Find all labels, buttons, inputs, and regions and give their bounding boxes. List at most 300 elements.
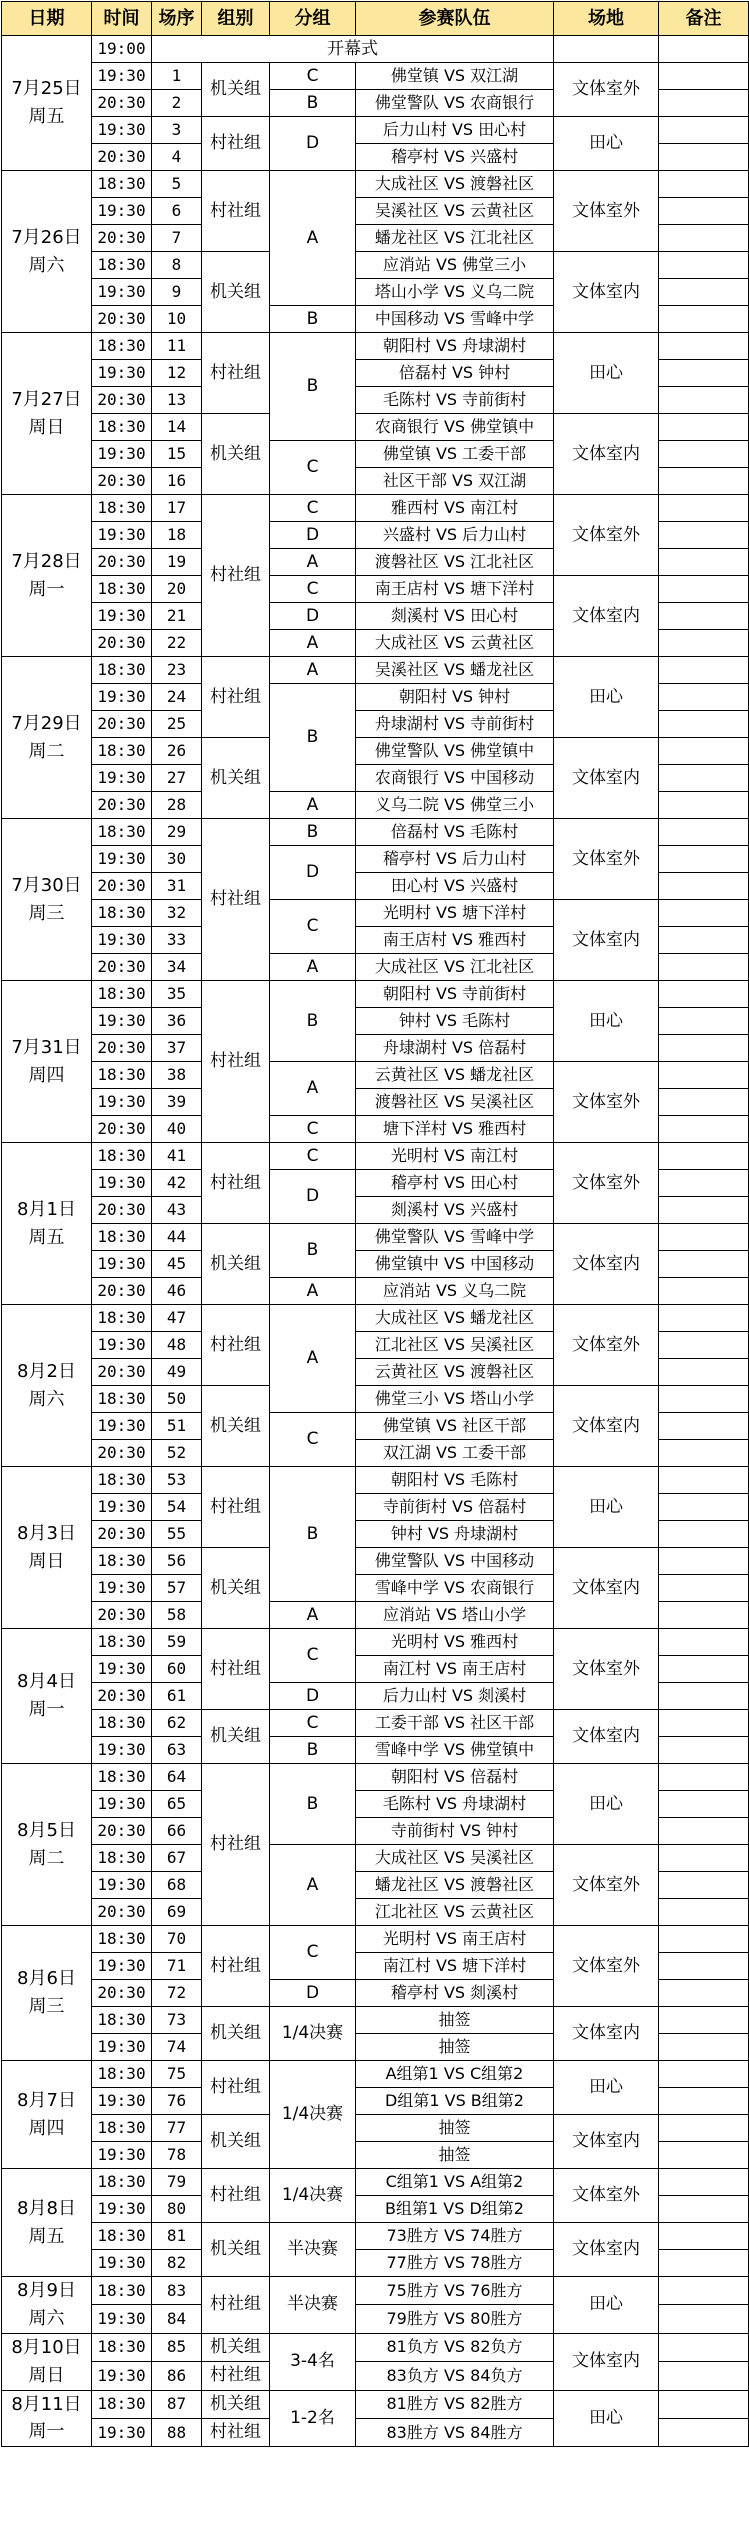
match-no-cell: 37	[152, 1035, 202, 1062]
remarks-cell	[659, 117, 749, 144]
table-row	[2, 333, 749, 360]
match-no-cell: 59	[152, 1629, 202, 1656]
weekday-label: 周五	[28, 1226, 65, 1248]
time-cell: 19:30	[92, 1791, 152, 1818]
time-cell: 18:30	[92, 576, 152, 603]
teams-cell: 83负方 VS 84负方	[356, 2362, 554, 2390]
time-cell: 19:30	[92, 1656, 152, 1683]
teams-cell: 寺前街村 VS 倍磊村	[356, 1494, 554, 1521]
venue-cell: 文体室内	[554, 2007, 659, 2061]
time-cell: 20:30	[92, 1440, 152, 1467]
time-cell: 18:30	[92, 819, 152, 846]
category-cell: 机关组	[202, 2390, 270, 2418]
remarks-cell	[659, 1521, 749, 1548]
remarks-cell	[659, 603, 749, 630]
weekday-label: 周二	[28, 740, 65, 762]
time-cell: 19:30	[92, 1737, 152, 1764]
time-cell: 18:30	[92, 171, 152, 198]
header-time: 时间	[92, 2, 152, 36]
time-cell: 20:30	[92, 873, 152, 900]
time-cell: 19:30	[92, 522, 152, 549]
pool-cell: D	[270, 603, 356, 630]
teams-cell: 抽签	[356, 2115, 554, 2142]
remarks-cell	[659, 1413, 749, 1440]
time-cell: 19:30	[92, 2196, 152, 2223]
venue-cell: 田心	[554, 2390, 659, 2447]
match-no-cell: 15	[152, 441, 202, 468]
category-cell: 机关组	[202, 1224, 270, 1305]
header-pool: 分组	[270, 2, 356, 36]
time-cell: 18:30	[92, 2277, 152, 2305]
pool-cell: A	[270, 954, 356, 981]
remarks-cell	[659, 630, 749, 657]
table-row	[2, 657, 749, 684]
venue-cell: 田心	[554, 117, 659, 171]
remarks-cell	[659, 495, 749, 522]
weekday-label: 周四	[28, 1064, 65, 1086]
category-cell: 村社组	[202, 1629, 270, 1710]
match-no-cell: 6	[152, 198, 202, 225]
teams-cell: 渡磐社区 VS 吴溪社区	[356, 1089, 554, 1116]
match-no-cell: 35	[152, 981, 202, 1008]
time-cell: 19:30	[92, 846, 152, 873]
match-no-cell: 43	[152, 1197, 202, 1224]
match-no-cell: 52	[152, 1440, 202, 1467]
pool-cell: A	[270, 1845, 356, 1926]
time-cell: 19:30	[92, 765, 152, 792]
table-row	[2, 252, 749, 279]
time-cell: 18:30	[92, 1845, 152, 1872]
teams-cell: 剡溪村 VS 兴盛村	[356, 1197, 554, 1224]
teams-cell: 光明村 VS 南江村	[356, 1143, 554, 1170]
match-no-cell: 23	[152, 657, 202, 684]
pool-cell: C	[270, 441, 356, 495]
teams-cell: 寺前街村 VS 钟村	[356, 1818, 554, 1845]
pool-cell: D	[270, 1683, 356, 1710]
pool-cell: C	[270, 1926, 356, 1980]
pool-cell: 半决赛	[270, 2277, 356, 2334]
teams-cell: 83胜方 VS 84胜方	[356, 2418, 554, 2446]
teams-cell: 舟埭湖村 VS 寺前街村	[356, 711, 554, 738]
table-row	[2, 2223, 749, 2250]
weekday-label: 周五	[28, 2225, 65, 2247]
match-no-cell: 74	[152, 2034, 202, 2061]
date-cell	[2, 171, 92, 333]
date-cell	[2, 2333, 92, 2390]
time-cell: 18:30	[92, 657, 152, 684]
time-cell: 18:30	[92, 1764, 152, 1791]
table-row	[2, 1062, 749, 1089]
match-no-cell: 77	[152, 2115, 202, 2142]
match-no-cell: 34	[152, 954, 202, 981]
header-match-no: 场序	[152, 2, 202, 36]
category-cell: 机关组	[202, 2007, 270, 2061]
time-cell: 19:30	[92, 2305, 152, 2333]
date-label: 8月2日	[17, 1360, 76, 1382]
teams-cell: 南江村 VS 塘下洋村	[356, 1953, 554, 1980]
teams-cell: 朝阳村 VS 钟村	[356, 684, 554, 711]
remarks-cell	[659, 981, 749, 1008]
venue-cell: 文体室外	[554, 1629, 659, 1710]
time-cell: 19:30	[92, 1494, 152, 1521]
remarks-cell	[659, 738, 749, 765]
time-cell: 20:30	[92, 1116, 152, 1143]
time-cell: 20:30	[92, 144, 152, 171]
pool-cell: A	[270, 792, 356, 819]
remarks-cell	[659, 711, 749, 738]
time-cell: 20:30	[92, 387, 152, 414]
pool-cell: A	[270, 549, 356, 576]
teams-cell: 佛堂警队 VS 农商银行	[356, 90, 554, 117]
teams-cell: 田心村 VS 兴盛村	[356, 873, 554, 900]
pool-cell: B	[270, 1737, 356, 1764]
teams-cell: 雪峰中学 VS 佛堂镇中	[356, 1737, 554, 1764]
time-cell: 19:30	[92, 927, 152, 954]
remarks-cell	[659, 2362, 749, 2390]
remarks-cell	[659, 1629, 749, 1656]
date-label: 7月25日	[11, 78, 82, 100]
header-remarks: 备注	[659, 2, 749, 36]
remarks-cell	[659, 1008, 749, 1035]
date-label: 8月1日	[17, 1198, 76, 1220]
remarks-cell	[659, 549, 749, 576]
pool-cell: C	[270, 1116, 356, 1143]
venue-cell	[554, 36, 659, 63]
teams-cell: 佛堂镇中 VS 中国移动	[356, 1251, 554, 1278]
table-row	[2, 1548, 749, 1575]
pool-cell: B	[270, 1764, 356, 1845]
time-cell: 20:30	[92, 1683, 152, 1710]
pool-cell: C	[270, 900, 356, 954]
match-no-cell: 57	[152, 1575, 202, 1602]
pool-cell: C	[270, 1629, 356, 1683]
match-no-cell: 82	[152, 2250, 202, 2277]
venue-cell: 文体室内	[554, 2115, 659, 2169]
time-cell: 20:30	[92, 954, 152, 981]
date-cell	[2, 36, 92, 171]
table-row	[2, 1386, 749, 1413]
time-cell: 20:30	[92, 1197, 152, 1224]
date-cell	[2, 1305, 92, 1467]
venue-cell: 文体室外	[554, 1305, 659, 1386]
time-cell: 20:30	[92, 630, 152, 657]
time-cell: 18:30	[92, 2007, 152, 2034]
category-cell: 村社组	[202, 117, 270, 171]
teams-cell: 塘下洋村 VS 雅西村	[356, 1116, 554, 1143]
teams-cell: 塔山小学 VS 义乌二院	[356, 279, 554, 306]
remarks-cell	[659, 2061, 749, 2088]
table-row	[2, 1710, 749, 1737]
remarks-cell	[659, 1035, 749, 1062]
time-cell: 19:30	[92, 2142, 152, 2169]
time-cell: 20:30	[92, 1035, 152, 1062]
time-cell: 19:30	[92, 603, 152, 630]
time-cell: 19:30	[92, 117, 152, 144]
venue-cell: 田心	[554, 981, 659, 1062]
match-no-cell: 2	[152, 90, 202, 117]
pool-cell: 1/4决赛	[270, 2169, 356, 2223]
venue-cell: 文体室内	[554, 738, 659, 819]
match-no-cell: 7	[152, 225, 202, 252]
teams-cell: 雪峰中学 VS 农商银行	[356, 1575, 554, 1602]
match-no-cell: 88	[152, 2418, 202, 2446]
date-label: 8月4日	[17, 1671, 76, 1693]
remarks-cell	[659, 1062, 749, 1089]
pool-cell: C	[270, 63, 356, 90]
remarks-cell	[659, 954, 749, 981]
time-cell: 18:30	[92, 1467, 152, 1494]
teams-cell: 朝阳村 VS 倍磊村	[356, 1764, 554, 1791]
teams-cell: 抽签	[356, 2007, 554, 2034]
time-cell: 20:30	[92, 711, 152, 738]
match-no-cell: 12	[152, 360, 202, 387]
date-label: 8月11日	[11, 2393, 82, 2415]
teams-cell: 抽签	[356, 2142, 554, 2169]
venue-cell: 田心	[554, 1467, 659, 1548]
time-cell: 19:30	[92, 2088, 152, 2115]
schedule-table	[1, 1, 749, 2447]
teams-cell: 光明村 VS 塘下洋村	[356, 900, 554, 927]
date-cell	[2, 2169, 92, 2277]
match-no-cell: 46	[152, 1278, 202, 1305]
teams-cell: 剡溪村 VS 田心村	[356, 603, 554, 630]
table-row	[2, 414, 749, 441]
table-row	[2, 738, 749, 765]
remarks-cell	[659, 387, 749, 414]
remarks-cell	[659, 171, 749, 198]
remarks-cell	[659, 333, 749, 360]
match-no-cell: 14	[152, 414, 202, 441]
time-cell: 18:30	[92, 1305, 152, 1332]
teams-cell: 应消站 VS 塔山小学	[356, 1602, 554, 1629]
match-no-cell: 16	[152, 468, 202, 495]
match-no-cell: 75	[152, 2061, 202, 2088]
time-cell: 20:30	[92, 792, 152, 819]
time-cell: 18:30	[92, 252, 152, 279]
remarks-cell	[659, 1791, 749, 1818]
time-cell: 18:30	[92, 2061, 152, 2088]
remarks-cell	[659, 1818, 749, 1845]
table-row	[2, 2333, 749, 2361]
category-cell: 机关组	[202, 2223, 270, 2277]
table-row	[2, 1629, 749, 1656]
remarks-cell	[659, 2223, 749, 2250]
remarks-cell	[659, 1575, 749, 1602]
venue-cell: 文体室外	[554, 1926, 659, 2007]
table-row	[2, 117, 749, 144]
category-cell: 机关组	[202, 2115, 270, 2169]
time-cell: 20:30	[92, 1602, 152, 1629]
date-label: 7月27日	[11, 388, 82, 410]
teams-cell: 毛陈村 VS 寺前街村	[356, 387, 554, 414]
match-no-cell: 72	[152, 1980, 202, 2007]
date-cell	[2, 1143, 92, 1305]
category-cell: 机关组	[202, 63, 270, 117]
time-cell: 19:30	[92, 279, 152, 306]
remarks-cell	[659, 2196, 749, 2223]
remarks-cell	[659, 63, 749, 90]
time-cell: 18:30	[92, 495, 152, 522]
table-row	[2, 495, 749, 522]
pool-cell: B	[270, 819, 356, 846]
date-label: 8月10日	[11, 2336, 82, 2358]
date-label: 7月26日	[11, 226, 82, 248]
date-cell	[2, 2061, 92, 2169]
pool-cell: 半决赛	[270, 2223, 356, 2277]
table-row	[2, 1143, 749, 1170]
date-cell	[2, 1629, 92, 1764]
weekday-label: 周六	[28, 2307, 65, 2329]
remarks-cell	[659, 2250, 749, 2277]
time-cell: 18:30	[92, 1926, 152, 1953]
category-cell: 机关组	[202, 414, 270, 495]
teams-cell: 倍磊村 VS 钟村	[356, 360, 554, 387]
category-cell: 村社组	[202, 495, 270, 657]
time-cell: 20:30	[92, 1818, 152, 1845]
remarks-cell	[659, 2390, 749, 2418]
date-cell	[2, 819, 92, 981]
time-cell: 20:30	[92, 549, 152, 576]
time-cell: 18:30	[92, 900, 152, 927]
time-cell: 20:30	[92, 1278, 152, 1305]
remarks-cell	[659, 1467, 749, 1494]
venue-cell: 文体室内	[554, 1386, 659, 1467]
remarks-cell	[659, 198, 749, 225]
match-no-cell: 26	[152, 738, 202, 765]
match-no-cell: 47	[152, 1305, 202, 1332]
category-cell: 村社组	[202, 1764, 270, 1926]
time-cell: 20:30	[92, 468, 152, 495]
match-no-cell: 22	[152, 630, 202, 657]
time-cell: 19:30	[92, 1008, 152, 1035]
teams-cell: 光明村 VS 南王店村	[356, 1926, 554, 1953]
match-no-cell: 44	[152, 1224, 202, 1251]
category-cell: 村社组	[202, 2418, 270, 2446]
remarks-cell	[659, 1143, 749, 1170]
pool-cell: C	[270, 495, 356, 522]
remarks-cell	[659, 1332, 749, 1359]
date-label: 7月31日	[11, 1036, 82, 1058]
match-no-cell: 21	[152, 603, 202, 630]
table-row	[2, 2115, 749, 2142]
teams-cell: 吴溪社区 VS 蟠龙社区	[356, 657, 554, 684]
match-no-cell: 39	[152, 1089, 202, 1116]
header-teams: 参赛队伍	[356, 2, 554, 36]
match-no-cell: 9	[152, 279, 202, 306]
table-row	[2, 1224, 749, 1251]
remarks-cell	[659, 1710, 749, 1737]
header-row	[2, 2, 749, 36]
time-cell: 20:30	[92, 1359, 152, 1386]
teams-cell: 后力山村 VS 田心村	[356, 117, 554, 144]
teams-cell: 佛堂警队 VS 佛堂镇中	[356, 738, 554, 765]
teams-cell: A组第1 VS C组第2	[356, 2061, 554, 2088]
pool-cell: B	[270, 306, 356, 333]
remarks-cell	[659, 1386, 749, 1413]
teams-cell: 光明村 VS 雅西村	[356, 1629, 554, 1656]
header-venue: 场地	[554, 2, 659, 36]
time-cell: 20:30	[92, 1521, 152, 1548]
match-no-cell: 68	[152, 1872, 202, 1899]
remarks-cell	[659, 1953, 749, 1980]
teams-cell: 南王店村 VS 雅西村	[356, 927, 554, 954]
pool-cell: D	[270, 846, 356, 900]
pool-cell: A	[270, 1602, 356, 1629]
remarks-cell	[659, 2142, 749, 2169]
match-no-cell: 5	[152, 171, 202, 198]
remarks-cell	[659, 1116, 749, 1143]
time-cell: 18:30	[92, 738, 152, 765]
teams-cell: 毛陈村 VS 舟埭湖村	[356, 1791, 554, 1818]
remarks-cell	[659, 873, 749, 900]
teams-cell: 73胜方 VS 74胜方	[356, 2223, 554, 2250]
match-no-cell: 8	[152, 252, 202, 279]
category-cell: 机关组	[202, 738, 270, 819]
teams-cell: 南江村 VS 南王店村	[356, 1656, 554, 1683]
time-cell: 19:30	[92, 684, 152, 711]
teams-cell: B组第1 VS D组第2	[356, 2196, 554, 2223]
category-cell: 村社组	[202, 657, 270, 738]
match-no-cell: 29	[152, 819, 202, 846]
match-no-cell: 4	[152, 144, 202, 171]
time-cell: 20:30	[92, 225, 152, 252]
time-cell: 19:30	[92, 1332, 152, 1359]
date-cell	[2, 657, 92, 819]
teams-cell: 大成社区 VS 吴溪社区	[356, 1845, 554, 1872]
match-no-cell: 10	[152, 306, 202, 333]
remarks-cell	[659, 2418, 749, 2446]
teams-cell: 大成社区 VS 云黄社区	[356, 630, 554, 657]
match-no-cell: 28	[152, 792, 202, 819]
table-row	[2, 1764, 749, 1791]
remarks-cell	[659, 360, 749, 387]
teams-cell: 佛堂警队 VS 中国移动	[356, 1548, 554, 1575]
pool-cell: 1-2名	[270, 2390, 356, 2447]
time-cell: 19:30	[92, 198, 152, 225]
time-cell: 18:30	[92, 1548, 152, 1575]
venue-cell: 文体室外	[554, 63, 659, 117]
match-no-cell: 36	[152, 1008, 202, 1035]
venue-cell: 文体室内	[554, 414, 659, 495]
remarks-cell	[659, 1278, 749, 1305]
remarks-cell	[659, 36, 749, 63]
remarks-cell	[659, 1089, 749, 1116]
time-cell: 18:30	[92, 1143, 152, 1170]
category-cell: 机关组	[202, 252, 270, 333]
pool-cell: A	[270, 1278, 356, 1305]
category-cell: 村社组	[202, 1305, 270, 1386]
time-cell: 20:30	[92, 306, 152, 333]
remarks-cell	[659, 2277, 749, 2305]
remarks-cell	[659, 1494, 749, 1521]
remarks-cell	[659, 1926, 749, 1953]
remarks-cell	[659, 2169, 749, 2196]
match-no-cell: 42	[152, 1170, 202, 1197]
match-no-cell: 19	[152, 549, 202, 576]
teams-cell: 后力山村 VS 剡溪村	[356, 1683, 554, 1710]
teams-cell: 钟村 VS 舟埭湖村	[356, 1521, 554, 1548]
venue-cell: 文体室外	[554, 819, 659, 900]
category-cell: 村社组	[202, 819, 270, 981]
remarks-cell	[659, 1197, 749, 1224]
match-no-cell: 25	[152, 711, 202, 738]
match-no-cell: 41	[152, 1143, 202, 1170]
category-cell: 机关组	[202, 1548, 270, 1629]
date-cell	[2, 495, 92, 657]
time-cell: 18:30	[92, 981, 152, 1008]
teams-cell: 77胜方 VS 78胜方	[356, 2250, 554, 2277]
venue-cell: 文体室内	[554, 900, 659, 981]
